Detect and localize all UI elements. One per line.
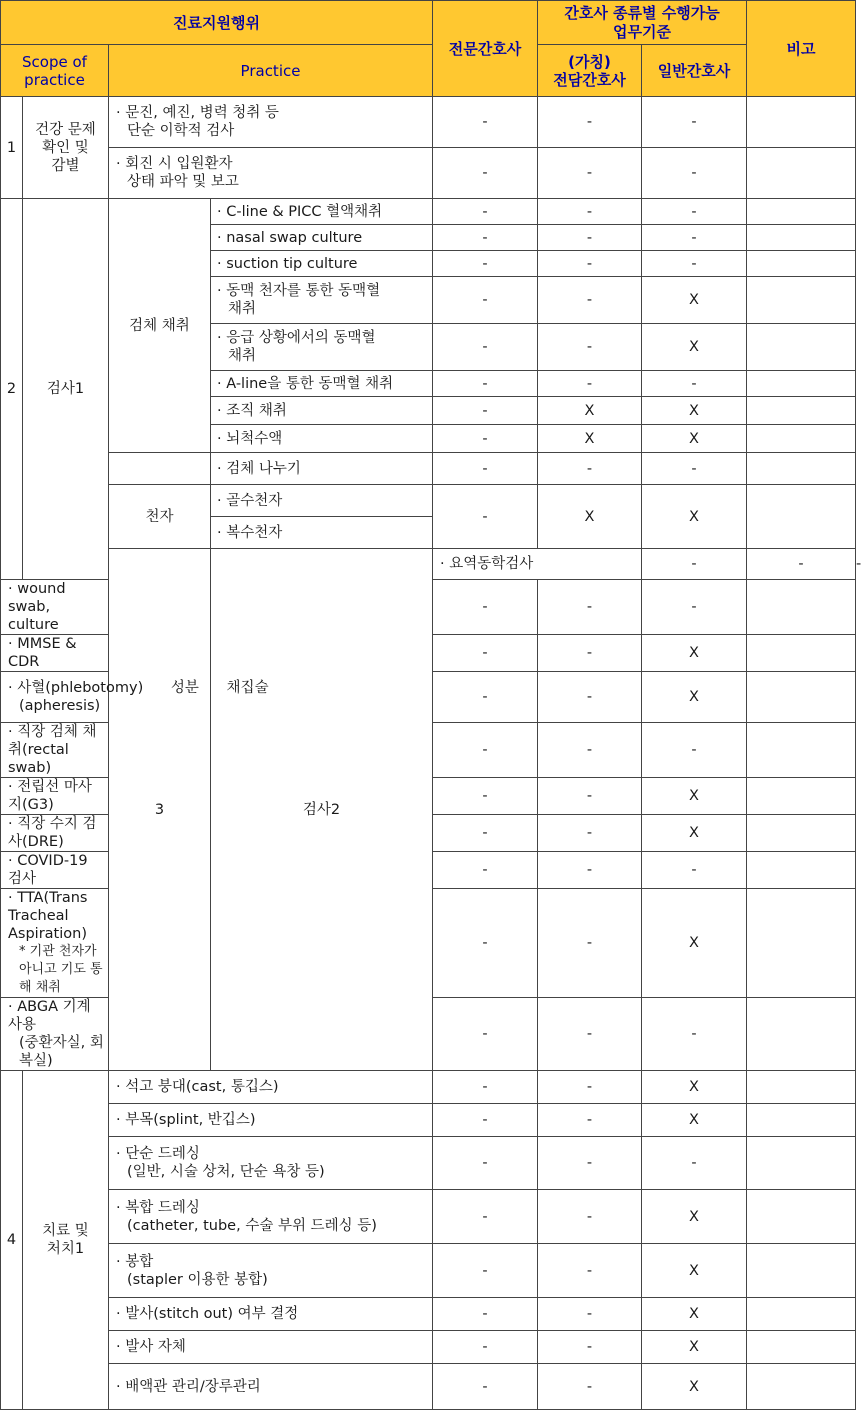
mark-specialist: -: [433, 1244, 538, 1298]
mark-general: X: [642, 277, 747, 324]
mark-specialist: -: [433, 1137, 538, 1190]
note-cell: [747, 1364, 856, 1410]
note-cell: [747, 485, 856, 549]
table-row: [1, 1364, 856, 1410]
practice-cell: · 봉합 (stapler 이용한 봉합): [109, 1244, 433, 1298]
note-cell: [747, 723, 856, 778]
mark-dedicated: -: [538, 723, 642, 778]
practice-cell: · 직장 수지 검사(DRE): [1, 815, 109, 852]
header-general: 일반간호사: [642, 45, 747, 97]
practice-cell: · MMSE & CDR: [1, 635, 109, 672]
note-cell: [747, 148, 856, 199]
header-scope: Scope of practice: [1, 45, 109, 97]
mark-dedicated: X: [538, 485, 642, 549]
mark-general: -: [642, 97, 747, 148]
mark-dedicated: -: [538, 889, 642, 998]
table-row: [1, 1298, 856, 1331]
practice-cell: · 조직 채취: [211, 397, 433, 425]
section-scope: 검사1: [23, 199, 109, 580]
mark-specialist: -: [642, 549, 747, 580]
mark-dedicated: -: [538, 251, 642, 277]
mark-general: X: [642, 425, 747, 453]
table-row: [1, 1137, 856, 1190]
mark-general: -: [642, 1137, 747, 1190]
mark-specialist: -: [433, 425, 538, 453]
section-number: 4: [1, 1071, 23, 1410]
practice-cell: · 골수천자: [211, 485, 433, 517]
mark-specialist: -: [433, 324, 538, 371]
mark-specialist: -: [433, 1104, 538, 1137]
note-cell: [747, 635, 856, 672]
mark-specialist: -: [433, 778, 538, 815]
note-cell: [747, 277, 856, 324]
table-row: [1, 1331, 856, 1364]
practice-cell: · 직장 검체 채취(rectal swab): [1, 723, 109, 778]
mark-specialist: -: [433, 148, 538, 199]
note-cell: [747, 1244, 856, 1298]
practice-cell: · A-line을 통한 동맥혈 채취: [211, 371, 433, 397]
note-cell: [747, 1331, 856, 1364]
practice-cell: · 복수천자: [211, 517, 433, 549]
practice-cell: · 회진 시 입원환자 상태 파악 및 보고: [109, 148, 433, 199]
mark-dedicated: X: [538, 397, 642, 425]
note-cell: [747, 998, 856, 1071]
mark-dedicated: -: [538, 1331, 642, 1364]
note-cell: [747, 1190, 856, 1244]
note-cell: [747, 778, 856, 815]
note-cell: [747, 425, 856, 453]
group-label: 천자: [109, 485, 211, 549]
mark-specialist: -: [433, 672, 538, 723]
practice-cell: · C-line & PICC 혈액채취: [211, 199, 433, 225]
note-cell: [747, 397, 856, 425]
practice-cell: · 뇌척수액: [211, 425, 433, 453]
mark-specialist: -: [433, 1364, 538, 1410]
mark-general: -: [642, 998, 747, 1071]
practice-cell: · 복합 드레싱 (catheter, tube, 수술 부위 드레싱 등): [109, 1190, 433, 1244]
section-number: 3: [109, 549, 211, 1071]
practice-cell: · 전립선 마사지(G3): [1, 778, 109, 815]
mark-general: X: [642, 635, 747, 672]
mark-general: X: [642, 778, 747, 815]
mark-specialist: -: [433, 251, 538, 277]
mark-dedicated: -: [538, 1104, 642, 1137]
table-row: [1, 97, 856, 148]
header-specialist: 전문간호사: [433, 1, 538, 97]
mark-specialist: -: [433, 1071, 538, 1104]
note-cell: [747, 97, 856, 148]
header-group: 간호사 종류별 수행가능 업무기준: [538, 1, 747, 45]
mark-general: X: [642, 815, 747, 852]
header-note: 비고: [747, 1, 856, 97]
note-cell: [747, 199, 856, 225]
table-row: [1, 1104, 856, 1137]
note-cell: [747, 225, 856, 251]
table-row: [1, 1190, 856, 1244]
mark-dedicated: -: [538, 852, 642, 889]
practice-cell: · 문진, 예진, 병력 청취 등 단순 이학적 검사: [109, 97, 433, 148]
mark-dedicated: -: [538, 778, 642, 815]
mark-general: X: [642, 1244, 747, 1298]
mark-general: -: [642, 852, 747, 889]
table-row: [1, 453, 856, 485]
note-cell: [747, 324, 856, 371]
note-cell: [747, 1071, 856, 1104]
mark-general: X: [642, 672, 747, 723]
mark-dedicated: -: [538, 1071, 642, 1104]
section-number: 1: [1, 97, 23, 199]
header-main: 진료지원행위: [1, 1, 433, 45]
mark-specialist: -: [433, 199, 538, 225]
mark-general: -: [642, 580, 747, 635]
mark-dedicated: -: [538, 998, 642, 1071]
mark-specialist: -: [433, 485, 538, 549]
mark-general: -: [642, 723, 747, 778]
practice-cell: · TTA(Trans Tracheal Aspiration) * 기관 천자가 아니고 기도 통해 채취: [1, 889, 109, 998]
mark-general: X: [642, 1331, 747, 1364]
mark-specialist: -: [433, 97, 538, 148]
practice-cell: · 석고 붕대(cast, 통깁스): [109, 1071, 433, 1104]
mark-dedicated: -: [538, 580, 642, 635]
mark-general: X: [642, 889, 747, 998]
mark-general: -: [642, 199, 747, 225]
practice-cell: · 부목(splint, 반깁스): [109, 1104, 433, 1137]
mark-dedicated: -: [538, 277, 642, 324]
section-scope: 건강 문제 확인 및 감별: [23, 97, 109, 199]
mark-specialist: -: [433, 453, 538, 485]
practice-cell: · nasal swap culture: [211, 225, 433, 251]
practice-cell: · ABGA 기계 사용 (중환자실, 회복실): [1, 998, 109, 1071]
mark-dedicated: -: [538, 635, 642, 672]
note-cell: [747, 371, 856, 397]
mark-general: -: [642, 453, 747, 485]
mark-general: X: [642, 324, 747, 371]
mark-dedicated: X: [538, 425, 642, 453]
table-row: [1, 199, 856, 225]
practice-cell: · 발사(stitch out) 여부 결정: [109, 1298, 433, 1331]
note-cell: [747, 580, 856, 635]
table-row: [1, 1071, 856, 1104]
note-cell: [747, 1104, 856, 1137]
mark-specialist: -: [433, 723, 538, 778]
mark-specialist: -: [433, 1331, 538, 1364]
mark-general: X: [642, 1071, 747, 1104]
mark-dedicated: -: [747, 549, 856, 580]
section-number: 2: [1, 199, 23, 580]
mark-specialist: -: [433, 815, 538, 852]
mark-dedicated: -: [538, 1190, 642, 1244]
mark-specialist: -: [433, 580, 538, 635]
mark-dedicated: -: [538, 148, 642, 199]
mark-dedicated: -: [538, 672, 642, 723]
practice-cell: · 응급 상황에서의 동맥혈 채취: [211, 324, 433, 371]
mark-general: X: [642, 1298, 747, 1331]
mark-specialist: -: [433, 225, 538, 251]
mark-specialist: -: [433, 998, 538, 1071]
note-cell: [747, 1137, 856, 1190]
mark-dedicated: -: [538, 199, 642, 225]
section-scope: 치료 및 처치1: [23, 1071, 109, 1410]
practice-cell: · 검체 나누기: [211, 453, 433, 485]
note-cell: [747, 453, 856, 485]
group-label: 검체 채취: [109, 199, 211, 453]
practice-cell: · 발사 자체: [109, 1331, 433, 1364]
mark-general: X: [642, 485, 747, 549]
mark-general: -: [642, 371, 747, 397]
group-label: [109, 453, 211, 485]
mark-specialist: -: [433, 397, 538, 425]
section-scope: 검사2: [211, 549, 433, 1071]
practice-cell: · COVID-19 검사: [1, 852, 109, 889]
mark-specialist: -: [433, 852, 538, 889]
mark-general: -: [642, 225, 747, 251]
mark-specialist: -: [433, 277, 538, 324]
practice-cell: · 사혈(phlebotomy) 성분 채집술 (apheresis): [1, 672, 109, 723]
mark-general: X: [642, 397, 747, 425]
mark-dedicated: -: [538, 815, 642, 852]
header-practice: Practice: [109, 45, 433, 97]
mark-general: X: [642, 1364, 747, 1410]
mark-dedicated: -: [538, 97, 642, 148]
note-cell: [747, 889, 856, 998]
practice-cell: · 동맥 천자를 통한 동맥혈 채취: [211, 277, 433, 324]
practice-cell: · 단순 드레싱 (일반, 시술 상처, 단순 욕창 등): [109, 1137, 433, 1190]
mark-general: -: [642, 148, 747, 199]
note-cell: [747, 672, 856, 723]
mark-dedicated: -: [538, 1298, 642, 1331]
practice-cell: · 배액관 관리/장루관리: [109, 1364, 433, 1410]
mark-dedicated: -: [538, 1137, 642, 1190]
note-cell: [747, 852, 856, 889]
mark-dedicated: -: [538, 453, 642, 485]
mark-dedicated: -: [538, 1364, 642, 1410]
practice-cell: · suction tip culture: [211, 251, 433, 277]
note-cell: [747, 815, 856, 852]
mark-general: -: [642, 251, 747, 277]
practice-cell: · 요역동학검사: [433, 549, 642, 580]
mark-dedicated: -: [538, 371, 642, 397]
mark-specialist: -: [433, 371, 538, 397]
mark-dedicated: -: [538, 225, 642, 251]
note-cell: [747, 1298, 856, 1331]
mark-specialist: -: [433, 1190, 538, 1244]
table-row: 3 검사2 · 요역동학검사 - - -: [1, 549, 856, 580]
mark-specialist: -: [433, 889, 538, 998]
mark-general: X: [642, 1104, 747, 1137]
mark-dedicated: -: [538, 324, 642, 371]
table-row: [1, 1244, 856, 1298]
mark-general: X: [642, 1190, 747, 1244]
mark-specialist: -: [433, 1298, 538, 1331]
mark-specialist: -: [433, 635, 538, 672]
note-cell: [747, 251, 856, 277]
practice-cell: · wound swab, culture: [1, 580, 109, 635]
header-dedicated: (가칭) 전담간호사: [538, 45, 642, 97]
table-row: [1, 148, 856, 199]
table-row: [1, 485, 856, 517]
mark-dedicated: -: [538, 1244, 642, 1298]
